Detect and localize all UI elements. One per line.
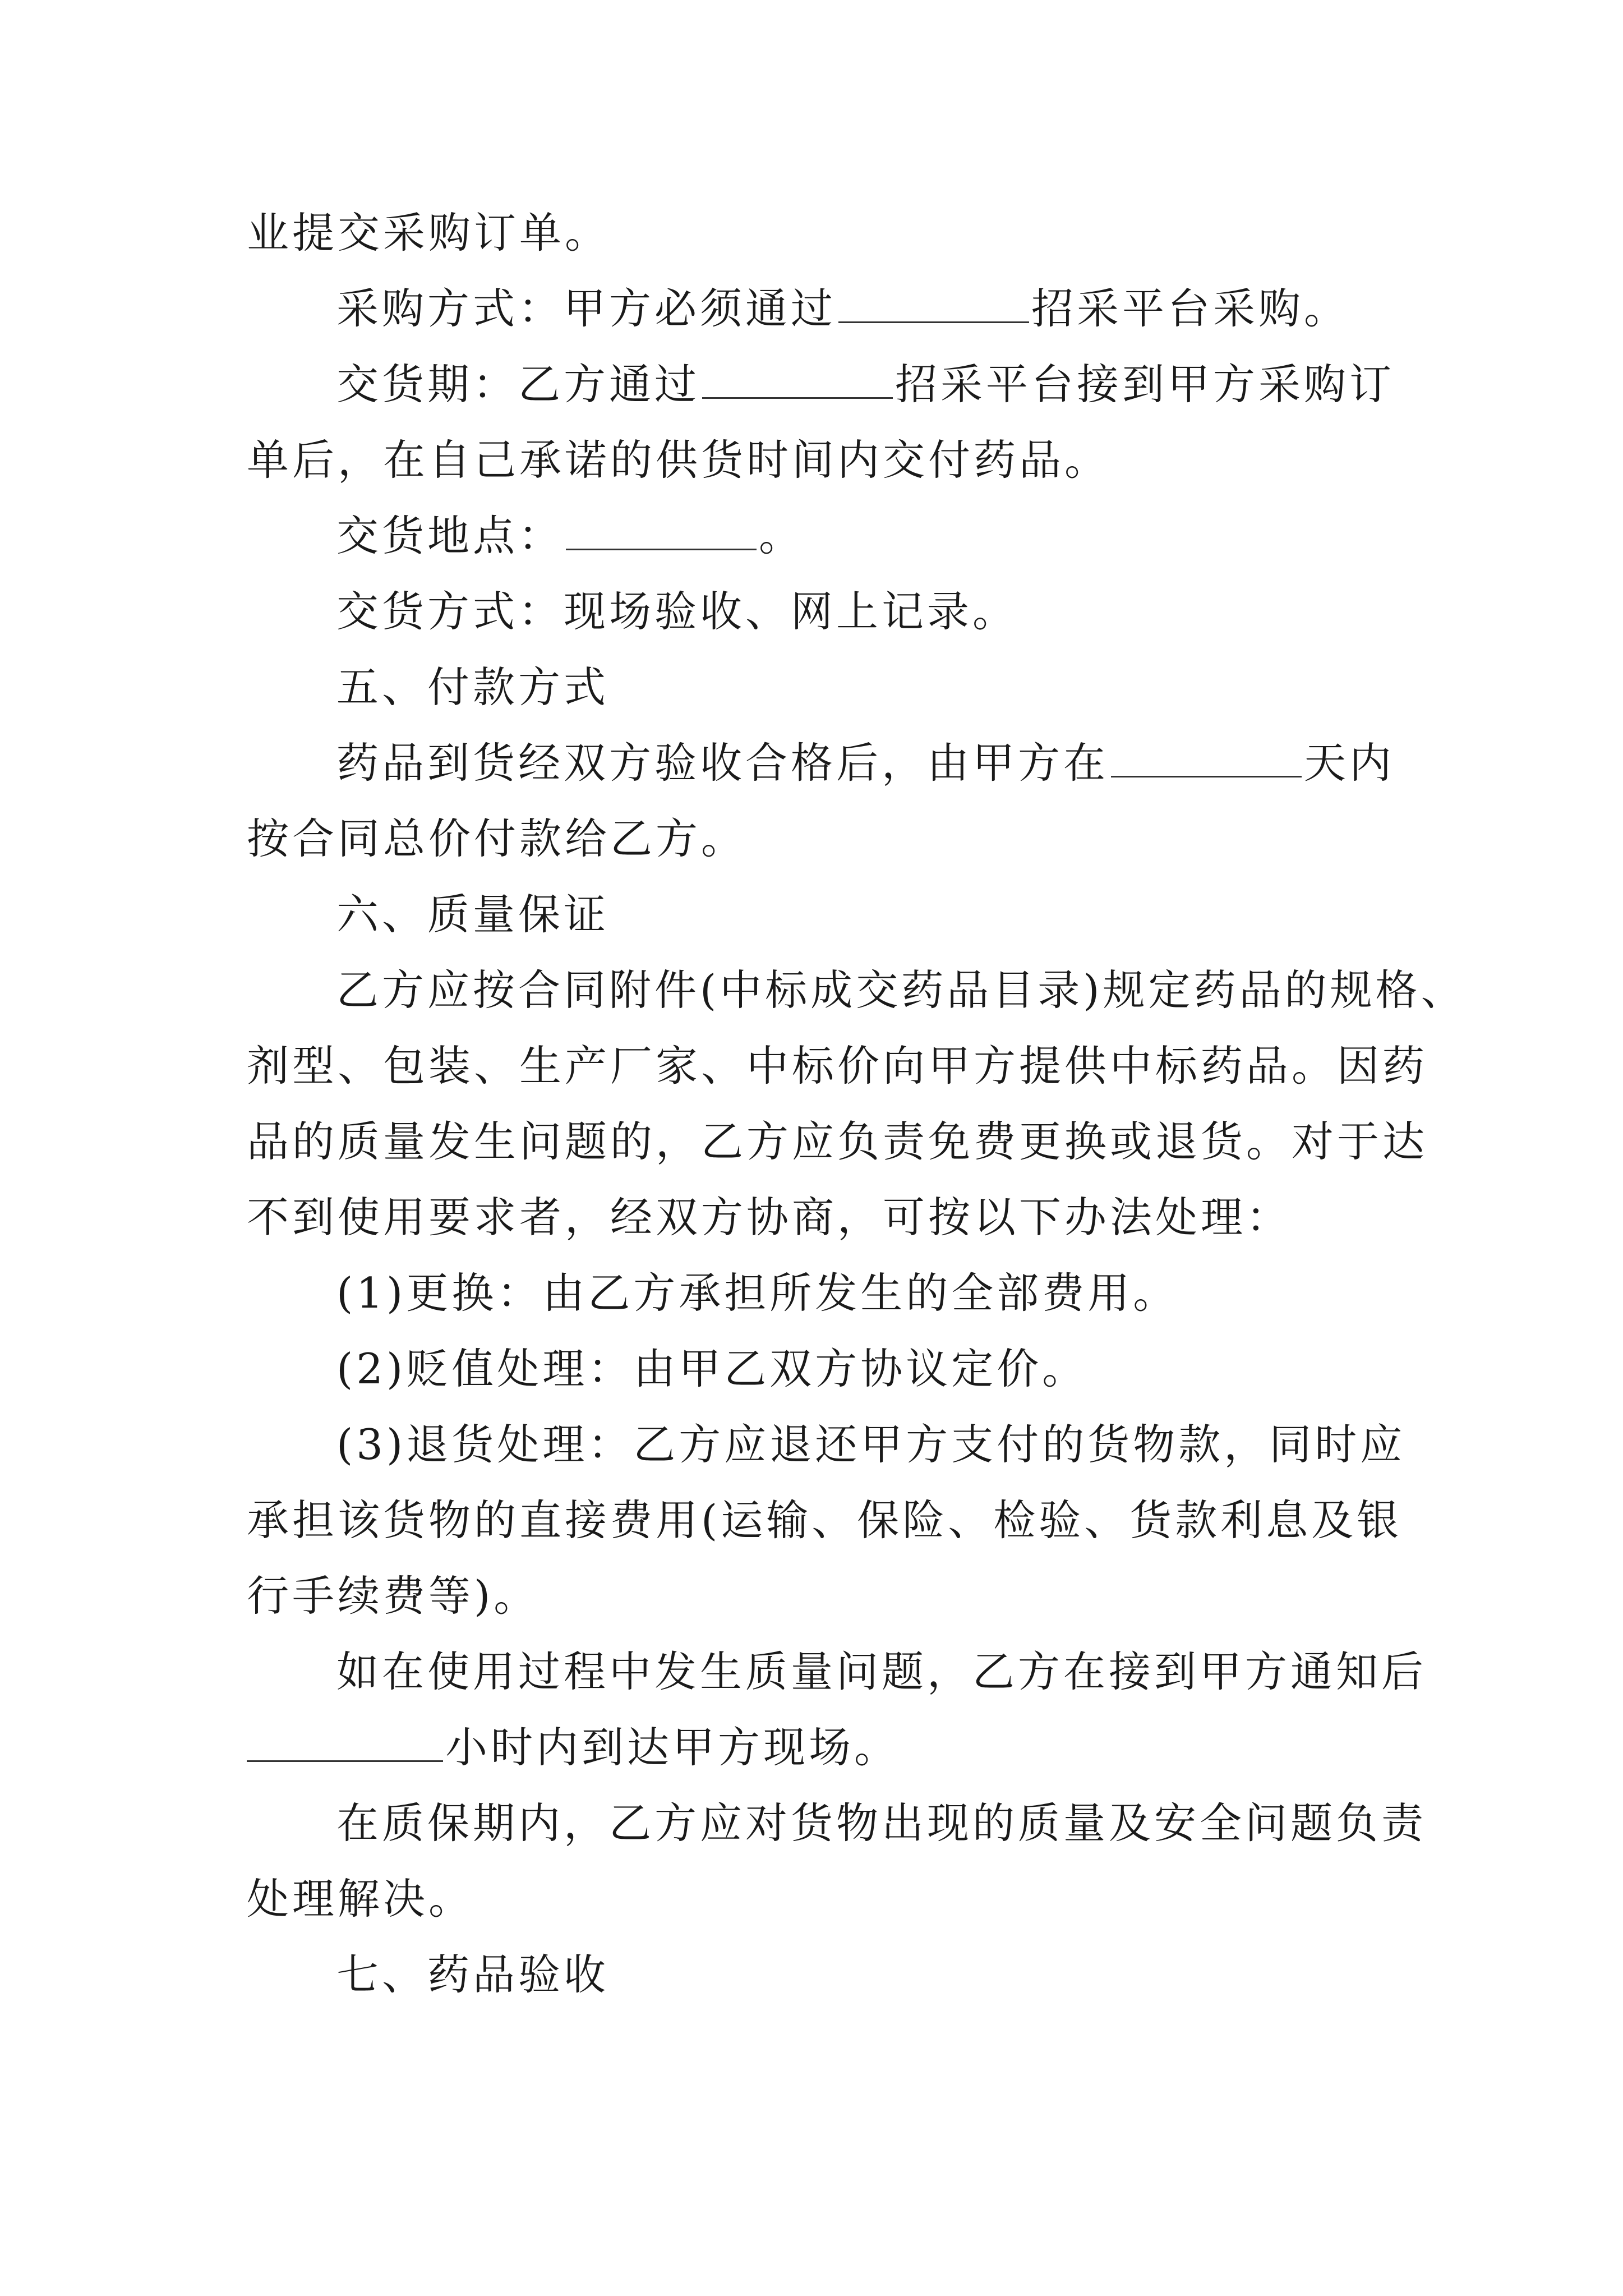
text-span: 七、药品验收 xyxy=(336,1950,610,1999)
paragraph-line xyxy=(247,205,610,261)
paragraph-line xyxy=(336,1795,1427,1851)
paragraph-line xyxy=(336,1416,1405,1473)
fill-in-blank xyxy=(838,283,1029,323)
paragraph-line xyxy=(336,1265,1178,1321)
text-span: 小时内到达甲方现场。 xyxy=(445,1723,900,1772)
text-span: 药品到货经双方验收合格后，由甲方在 xyxy=(336,738,1109,788)
text-span: 乙方应按合同附件(中标成交药品目录)规定药品的规格、 xyxy=(336,965,1467,1015)
text-span: 。 xyxy=(759,511,805,560)
paragraph-line xyxy=(247,1189,1292,1245)
text-span: 六、质量保证 xyxy=(336,890,610,939)
text-span: 交货方式：现场验收、网上记录。 xyxy=(336,587,1018,636)
text-span: 行手续费等)。 xyxy=(247,1571,540,1621)
section-heading xyxy=(336,659,609,715)
paragraph-line xyxy=(247,1568,539,1624)
text-span: 招采平台接到甲方采购订 xyxy=(895,360,1395,409)
paragraph-line xyxy=(336,356,1395,412)
paragraph-line xyxy=(247,1038,1428,1094)
paragraph-line xyxy=(336,962,1467,1018)
text-span: 承担该货物的直接费用(运输、保险、检验、货款利息及银 xyxy=(247,1496,1403,1545)
text-span: 如在使用过程中发生质量问题，乙方在接到甲方通知后 xyxy=(336,1647,1427,1696)
text-span: 在质保期内，乙方应对货物出现的质量及安全问题负责 xyxy=(336,1798,1427,1848)
paragraph-line xyxy=(247,1871,474,1927)
fill-in-blank xyxy=(566,510,757,550)
paragraph-line xyxy=(247,1492,1402,1548)
paragraph-line xyxy=(247,432,1110,488)
text-span: 品的质量发生问题的，乙方应负责免费更换或退货。对于达 xyxy=(247,1117,1428,1166)
text-span: 交货地点： xyxy=(336,511,564,560)
paragraph-line xyxy=(336,735,1395,791)
text-span: 剂型、包装、生产厂家、中标价向甲方提供中标药品。因药 xyxy=(247,1041,1428,1091)
text-span: 交货期：乙方通过 xyxy=(336,360,700,409)
paragraph-line xyxy=(336,1644,1427,1700)
text-span: (1)更换：由乙方承担所发生的全部费用。 xyxy=(336,1268,1179,1318)
paragraph-line xyxy=(247,1719,900,1775)
paragraph-line xyxy=(336,1341,1087,1397)
text-span: 处理解决。 xyxy=(247,1874,474,1924)
text-span: 天内 xyxy=(1304,738,1395,788)
text-span: 单后，在自己承诺的供货时间内交付药品。 xyxy=(247,435,1110,485)
text-span: 招采平台采购。 xyxy=(1031,284,1350,333)
paragraph-line xyxy=(247,1114,1428,1170)
text-span: 不到使用要求者，经双方协商，可按以下办法处理： xyxy=(247,1193,1292,1242)
paragraph-line xyxy=(336,508,804,564)
text-span: (2)贬值处理：由甲乙双方协议定价。 xyxy=(336,1344,1088,1393)
paragraph-line xyxy=(336,280,1349,337)
text-span: 业提交采购订单。 xyxy=(247,208,611,257)
section-heading xyxy=(336,1947,609,2003)
section-heading xyxy=(336,886,609,942)
text-span: 采购方式：甲方必须通过 xyxy=(336,284,837,333)
fill-in-blank xyxy=(702,359,893,399)
paragraph-line xyxy=(336,583,1018,639)
fill-in-blank xyxy=(1111,738,1302,777)
paragraph-line xyxy=(247,811,746,867)
fill-in-blank xyxy=(247,1722,443,1762)
text-span: (3)退货处理：乙方应退还甲方支付的货物款，同时应 xyxy=(336,1420,1406,1469)
text-span: 五、付款方式 xyxy=(336,662,610,712)
text-span: 按合同总价付款给乙方。 xyxy=(247,814,747,863)
